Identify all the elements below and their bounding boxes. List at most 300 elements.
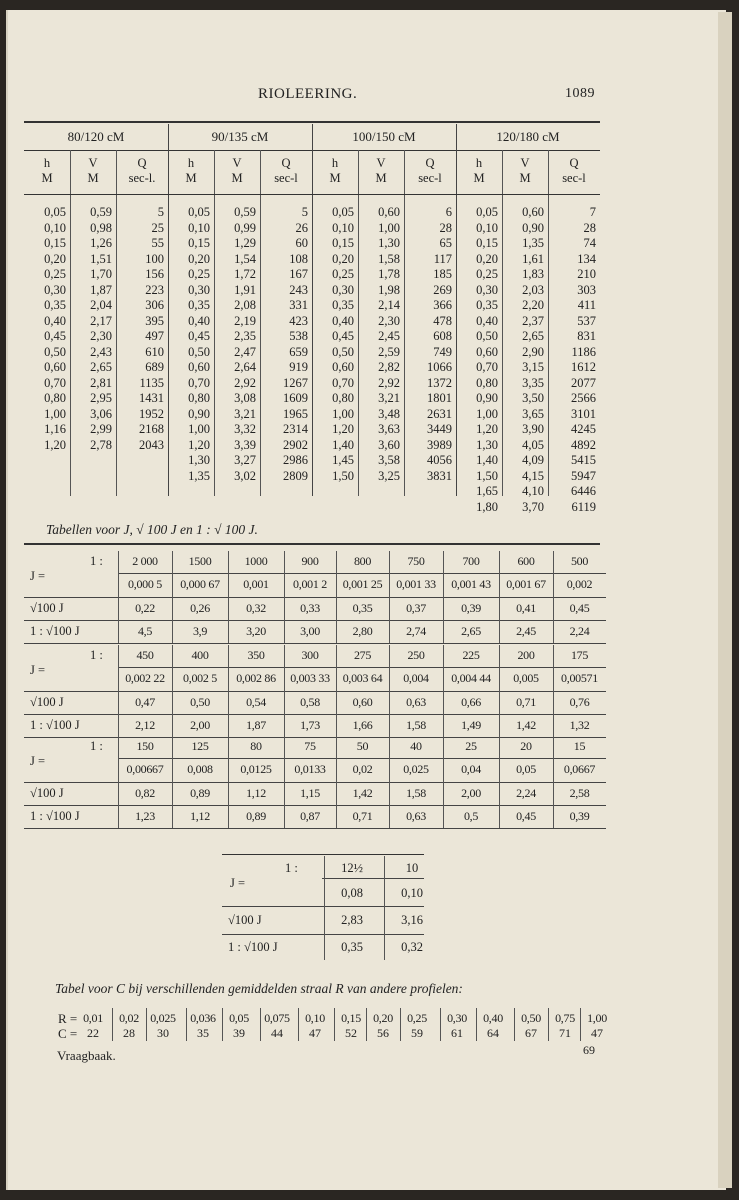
j-col-divider	[499, 736, 500, 828]
column-header	[260, 156, 312, 186]
c-value: 61	[451, 1026, 463, 1040]
j-cell: 4,5	[137, 624, 153, 638]
j-cell: 0,001 67	[506, 577, 546, 591]
column-header	[116, 156, 168, 186]
table-cell: 1,65	[476, 484, 498, 498]
j-cell: 0,00571	[561, 671, 598, 685]
table-cell: 831	[577, 329, 596, 343]
inverse-sqrt-label: 1 : √100 J	[30, 624, 80, 638]
table-cell: 74	[583, 236, 596, 250]
j-cell: 0,22	[135, 601, 155, 615]
column-divider	[260, 150, 261, 496]
table-cell: 2043	[139, 437, 164, 452]
j-cell: 2,74	[406, 624, 426, 638]
table-cell: 0,60	[188, 360, 210, 374]
header-rule	[24, 194, 600, 195]
table-cell: 0,20	[332, 251, 354, 266]
column-header	[548, 156, 600, 186]
table-cell: 2,81	[90, 375, 112, 390]
section-heading: 120/180 cM	[496, 129, 560, 144]
table-cell: 2,20	[522, 298, 544, 312]
j-cell: 600	[517, 554, 535, 568]
j-row-rule	[24, 597, 606, 598]
table-cell: 0,35	[188, 298, 210, 312]
column-header-line: V	[88, 156, 98, 170]
j-cell: 0,35	[352, 601, 373, 615]
table-cell: 2,14	[378, 298, 400, 312]
column-header-line: M	[41, 171, 53, 185]
table-cell: 1,20	[44, 437, 66, 452]
c-col-divider	[476, 1008, 477, 1041]
table-cell: 0,60	[44, 360, 66, 374]
table-cell: 0,30	[476, 282, 498, 297]
r-value: 0,05	[229, 1011, 249, 1025]
j-cell: 1,32	[569, 718, 590, 732]
c-label: C =	[58, 1026, 78, 1041]
j-cell: 0,0133	[294, 762, 326, 776]
j-cell: 0,63	[406, 809, 426, 823]
j-cell: 0,003 33	[290, 671, 330, 685]
j-cell: 2,24	[516, 786, 536, 800]
table-cell: 1,54	[234, 251, 256, 266]
r-value: 0,20	[373, 1011, 393, 1025]
c-value: 47	[309, 1026, 321, 1040]
r-value: 0,30	[447, 1011, 467, 1025]
table-cell: 1,20	[476, 422, 498, 436]
section-divider	[456, 124, 457, 496]
table-cell: 0,25	[476, 267, 498, 281]
table-cell: 0,70	[44, 375, 66, 390]
column-header-line: M	[185, 171, 197, 185]
j-cell: 0,45	[569, 601, 590, 615]
j-cell: 750	[407, 554, 425, 568]
table-cell: 1431	[139, 391, 164, 405]
table-cell: 0,15	[44, 236, 66, 250]
table-cell: 0,90	[476, 391, 498, 405]
small-cell: 0,35	[341, 940, 363, 954]
table-cell: 1,98	[378, 282, 400, 297]
j-cell: 700	[462, 554, 480, 568]
table-cell: 0,59	[234, 205, 256, 219]
table-cell: 0,40	[332, 313, 354, 328]
c-value: 67	[525, 1026, 537, 1040]
column-header	[70, 156, 116, 186]
column-header-line: sec-l	[418, 171, 442, 185]
j-cell: 2,00	[461, 786, 481, 800]
table-cell: 1,00	[476, 406, 498, 421]
j-cell: 1,73	[300, 718, 320, 732]
j-cell: 0,005	[513, 671, 539, 685]
j-cell: 0,5	[463, 809, 479, 823]
column-header	[404, 156, 456, 186]
table-cell: 608	[433, 329, 452, 343]
column-header-line: Q	[137, 156, 147, 170]
j-col-divider	[284, 551, 285, 643]
table-cell: 0,90	[188, 406, 210, 421]
table-cell: 0,35	[476, 298, 498, 312]
table-cell: 0,20	[188, 251, 210, 266]
table-cell: 3,70	[522, 499, 544, 514]
table-cell: 1965	[283, 406, 308, 421]
table-cell: 0,20	[44, 251, 66, 266]
inverse-sqrt-label: 1 : √100 J	[30, 809, 80, 823]
section-rule	[312, 150, 456, 151]
small-cell: 12½	[341, 861, 363, 875]
table-cell: 1066	[427, 360, 452, 374]
table-cell: 1,78	[378, 267, 400, 281]
section-rule	[456, 150, 600, 151]
table-cell: 4,15	[522, 468, 544, 483]
table-cell: 411	[577, 298, 596, 312]
c-col-divider	[222, 1008, 223, 1041]
table-cell: 919	[289, 360, 308, 374]
j-cell: 1,15	[300, 786, 320, 800]
table-cell: 2,45	[378, 329, 400, 343]
j-cell: 0,26	[190, 601, 210, 615]
table-cell: 0,15	[476, 236, 498, 250]
one-colon-label: 1 :	[90, 648, 103, 662]
table-cell: 4,10	[522, 484, 544, 498]
j-row-rule	[24, 643, 606, 644]
table-cell: 1,29	[234, 236, 256, 250]
j-cell: 2,58	[569, 786, 590, 800]
j-cell: 1,42	[516, 718, 536, 732]
section-rule	[24, 150, 168, 151]
table-cell: 223	[145, 282, 164, 297]
c-col-divider	[440, 1008, 441, 1041]
table-cell: 1,51	[90, 251, 112, 266]
table-cell: 2986	[283, 453, 308, 467]
table-cell: 3,02	[234, 468, 256, 483]
table-cell: 3,90	[522, 422, 544, 436]
table-cell: 0,10	[188, 220, 210, 235]
j-cell: 2,00	[190, 718, 210, 732]
column-header	[214, 156, 260, 186]
table-cell: 2,65	[522, 329, 544, 343]
j-cell: 0,76	[569, 695, 590, 709]
table-cell: 0,05	[332, 205, 354, 219]
j-cell: 1,23	[135, 809, 155, 823]
table-cell: 497	[145, 329, 164, 343]
table-cell: 1,20	[188, 437, 210, 452]
j-cell: 0,0125	[240, 762, 272, 776]
j-cell: 0,001 43	[451, 577, 491, 591]
table-cell: 1186	[571, 344, 596, 359]
j-cell: 1,42	[352, 786, 373, 800]
table-cell: 0,60	[476, 344, 498, 359]
j-col-divider	[284, 645, 285, 737]
table-cell: 2,59	[378, 344, 400, 359]
table-cell: 0,40	[188, 313, 210, 328]
column-header-line: M	[87, 171, 99, 185]
sqrt-label: √100 J	[30, 601, 64, 615]
small-row-rule	[222, 934, 424, 935]
r-value: 0,75	[555, 1011, 575, 1025]
j-col-divider	[118, 645, 119, 737]
table-cell: 156	[145, 267, 164, 281]
table-cell: 0,15	[188, 236, 210, 250]
table-cell: 331	[289, 298, 308, 312]
inverse-sqrt-label: 1 : √100 J	[30, 718, 80, 732]
page-edge	[718, 12, 732, 1188]
table-cell: 0,50	[188, 344, 210, 359]
column-header	[456, 156, 502, 186]
table-cell: 0,30	[332, 282, 354, 297]
table-cell: 0,50	[44, 344, 66, 359]
r-value: 0,036	[190, 1011, 216, 1025]
j-cell: 800	[353, 554, 372, 568]
c-value: 28	[123, 1026, 135, 1040]
column-header	[168, 156, 214, 186]
table-cell: 60	[295, 236, 308, 250]
j-cell: 0,87	[300, 809, 320, 823]
footer-right: 69	[583, 1043, 595, 1057]
j-cell: 0,003 64	[342, 671, 383, 685]
j-cell: 80	[250, 739, 262, 753]
table-cell: 3,06	[90, 406, 112, 421]
inverse-sqrt-label: 1 : √100 J	[228, 940, 278, 954]
j-cell: 25	[465, 739, 477, 753]
j-col-divider	[389, 551, 390, 643]
sqrt-label: √100 J	[30, 786, 64, 800]
j-col-divider	[553, 645, 554, 737]
c-value: 39	[233, 1026, 245, 1040]
table-cell: 2077	[571, 375, 596, 390]
c-col-divider	[146, 1008, 147, 1041]
table-cell: 4,05	[522, 437, 544, 452]
table-cell: 1372	[427, 375, 452, 390]
column-divider	[70, 150, 71, 496]
r-value: 0,40	[483, 1011, 503, 1025]
column-header-line: M	[519, 171, 531, 185]
table-cell: 0,80	[188, 391, 210, 405]
column-header-line: M	[375, 171, 387, 185]
j-cell: 0,004	[403, 671, 429, 685]
j-cell: 500	[570, 554, 589, 568]
table-cell: 3989	[427, 437, 452, 452]
table-cell: 395	[145, 313, 164, 328]
section-rule	[168, 150, 312, 151]
table-cell: 117	[433, 251, 452, 266]
j-row-rule	[24, 782, 606, 783]
table-cell: 1,35	[188, 468, 210, 483]
table-cell: 2631	[427, 406, 452, 421]
r-value: 0,01	[83, 1011, 103, 1025]
table-cell: 2902	[283, 437, 308, 452]
r-value: 0,075	[264, 1011, 290, 1025]
table-cell: 2,64	[234, 360, 256, 374]
sqrt-label: √100 J	[228, 913, 262, 927]
table-cell: 1612	[571, 360, 596, 374]
table-cell: 4245	[571, 422, 596, 436]
table-cell: 1801	[427, 391, 452, 405]
table-cell: 659	[289, 344, 308, 359]
column-header-line: sec-l	[274, 171, 298, 185]
table-cell: 0,10	[44, 220, 66, 235]
table-cell: 0,80	[476, 375, 498, 390]
column-header	[502, 156, 548, 186]
one-colon-label: 1 :	[285, 861, 298, 875]
j-cell: 0,002 5	[183, 671, 217, 685]
table-cell: 0,60	[332, 360, 354, 374]
top-rule	[24, 121, 600, 123]
section-heading: 100/150 cM	[352, 129, 416, 144]
column-header-line: sec-l	[562, 171, 586, 185]
j-row-rule	[24, 828, 606, 829]
j-cell: 900	[301, 554, 319, 568]
table-cell: 3,15	[522, 360, 544, 374]
table-cell: 26	[295, 220, 308, 235]
table-cell: 7	[589, 205, 596, 219]
table-cell: 1,26	[90, 236, 112, 250]
j-cell: 0,025	[403, 762, 429, 776]
j-tables-caption: Tabellen voor J, √ 100 J en 1 : √ 100 J.	[46, 522, 258, 537]
table-cell: 0,45	[332, 329, 354, 343]
column-divider	[214, 150, 215, 496]
j-cell: 1,58	[406, 786, 426, 800]
r-value: 0,15	[341, 1011, 361, 1025]
table-cell: 2,35	[234, 329, 256, 343]
j-cell: 2,80	[352, 624, 373, 638]
j-cell: 2 000	[132, 554, 158, 568]
j-cell: 0,45	[516, 809, 536, 823]
j-cell: 1000	[244, 554, 268, 568]
j-cell: 0,66	[461, 695, 481, 709]
j-cell: 125	[191, 739, 209, 753]
j-col-divider	[118, 736, 119, 828]
j-cell: 0,71	[352, 809, 373, 823]
section-divider	[312, 124, 313, 496]
column-divider	[502, 150, 503, 496]
j-cell: 1,66	[352, 718, 373, 732]
j-cell: 2,65	[461, 624, 481, 638]
table-cell: 0,40	[476, 313, 498, 328]
column-divider	[358, 150, 359, 496]
c-value: 44	[271, 1026, 283, 1040]
table-cell: 689	[145, 360, 164, 374]
j-cell: 2,12	[135, 718, 155, 732]
column-header-line: h	[187, 156, 195, 170]
j-col-divider	[172, 736, 173, 828]
j-top-rule	[24, 543, 600, 545]
j-cell: 50	[356, 739, 369, 753]
column-header-line: Q	[281, 156, 291, 170]
table-cell: 1,00	[44, 406, 66, 421]
table-cell: 2,99	[90, 422, 112, 436]
column-header-line: V	[520, 156, 530, 170]
j-col-divider	[443, 736, 444, 828]
j-cell: 1,49	[461, 718, 481, 732]
one-colon-label: 1 :	[90, 739, 103, 753]
j-cell: 2,24	[569, 624, 590, 638]
table-cell: 2,30	[90, 329, 112, 343]
c-value: 64	[487, 1026, 499, 1040]
table-cell: 2168	[139, 422, 164, 436]
j-cell: 150	[136, 739, 154, 753]
table-cell: 210	[577, 267, 596, 281]
table-cell: 0,05	[476, 205, 498, 219]
table-cell: 2,19	[234, 313, 256, 328]
j-cell: 175	[570, 648, 589, 662]
j-col-divider	[336, 551, 337, 643]
sqrt-label: √100 J	[30, 695, 64, 709]
table-cell: 0,45	[188, 329, 210, 343]
table-cell: 1,45	[332, 453, 354, 467]
c-col-divider	[514, 1008, 515, 1041]
table-cell: 3,25	[378, 468, 400, 483]
table-cell: 0,05	[188, 205, 210, 219]
j-cell: 3,20	[246, 624, 266, 638]
table-cell: 1,58	[378, 251, 400, 266]
table-cell: 25	[151, 220, 164, 235]
j-cell: 0,41	[516, 601, 536, 615]
j-cell: 0,05	[516, 762, 536, 776]
table-cell: 0,25	[44, 267, 66, 281]
table-cell: 1,00	[188, 422, 210, 436]
j-cell: 350	[247, 648, 265, 662]
table-cell: 1,35	[522, 236, 544, 250]
table-cell: 0,30	[44, 282, 66, 297]
j-col-divider	[228, 645, 229, 737]
table-cell: 0,20	[476, 251, 498, 266]
j-cell: 3,00	[300, 624, 320, 638]
table-cell: 28	[583, 220, 596, 235]
table-cell: 0,10	[332, 220, 354, 235]
table-cell: 1,70	[90, 267, 112, 281]
table-cell: 1267	[283, 375, 308, 390]
table-cell: 2,04	[90, 298, 112, 312]
j-cell: 0,33	[300, 601, 320, 615]
j-cell: 450	[136, 648, 154, 662]
table-cell: 2,82	[378, 360, 400, 374]
table-cell: 0,25	[188, 267, 210, 281]
table-cell: 2,95	[90, 391, 112, 405]
j-equals-label: J =	[30, 754, 46, 768]
column-header-line: h	[475, 156, 483, 170]
j-row-rule	[118, 573, 606, 574]
small-top-rule	[222, 854, 424, 855]
c-value: 52	[345, 1026, 357, 1040]
column-header-line: M	[329, 171, 341, 185]
table-cell: 1,50	[332, 468, 354, 483]
r-value: 1,00	[587, 1011, 607, 1025]
table-cell: 2,30	[378, 313, 400, 328]
j-col-divider	[172, 645, 173, 737]
c-value: 71	[559, 1026, 571, 1040]
j-cell: 0,000 5	[128, 577, 162, 591]
j-col-divider	[443, 645, 444, 737]
table-cell: 1,16	[44, 422, 66, 436]
j-cell: 75	[304, 739, 316, 753]
j-cell: 0,39	[461, 601, 481, 615]
j-cell: 0,000 67	[180, 577, 220, 591]
table-cell: 3,27	[234, 453, 256, 467]
table-cell: 2,92	[378, 375, 400, 390]
table-cell: 6119	[571, 499, 596, 514]
table-cell: 3,65	[522, 406, 544, 421]
table-cell: 269	[433, 282, 452, 297]
j-cell: 0,37	[406, 601, 426, 615]
table-cell: 1,00	[332, 406, 354, 421]
j-col-divider	[228, 551, 229, 643]
table-cell: 1,30	[476, 437, 498, 452]
table-cell: 538	[289, 329, 308, 343]
table-cell: 0,10	[476, 220, 498, 235]
table-cell: 1,40	[476, 453, 498, 467]
j-row-rule	[118, 758, 606, 759]
table-cell: 2,17	[90, 313, 112, 328]
table-cell: 0,15	[332, 236, 354, 250]
